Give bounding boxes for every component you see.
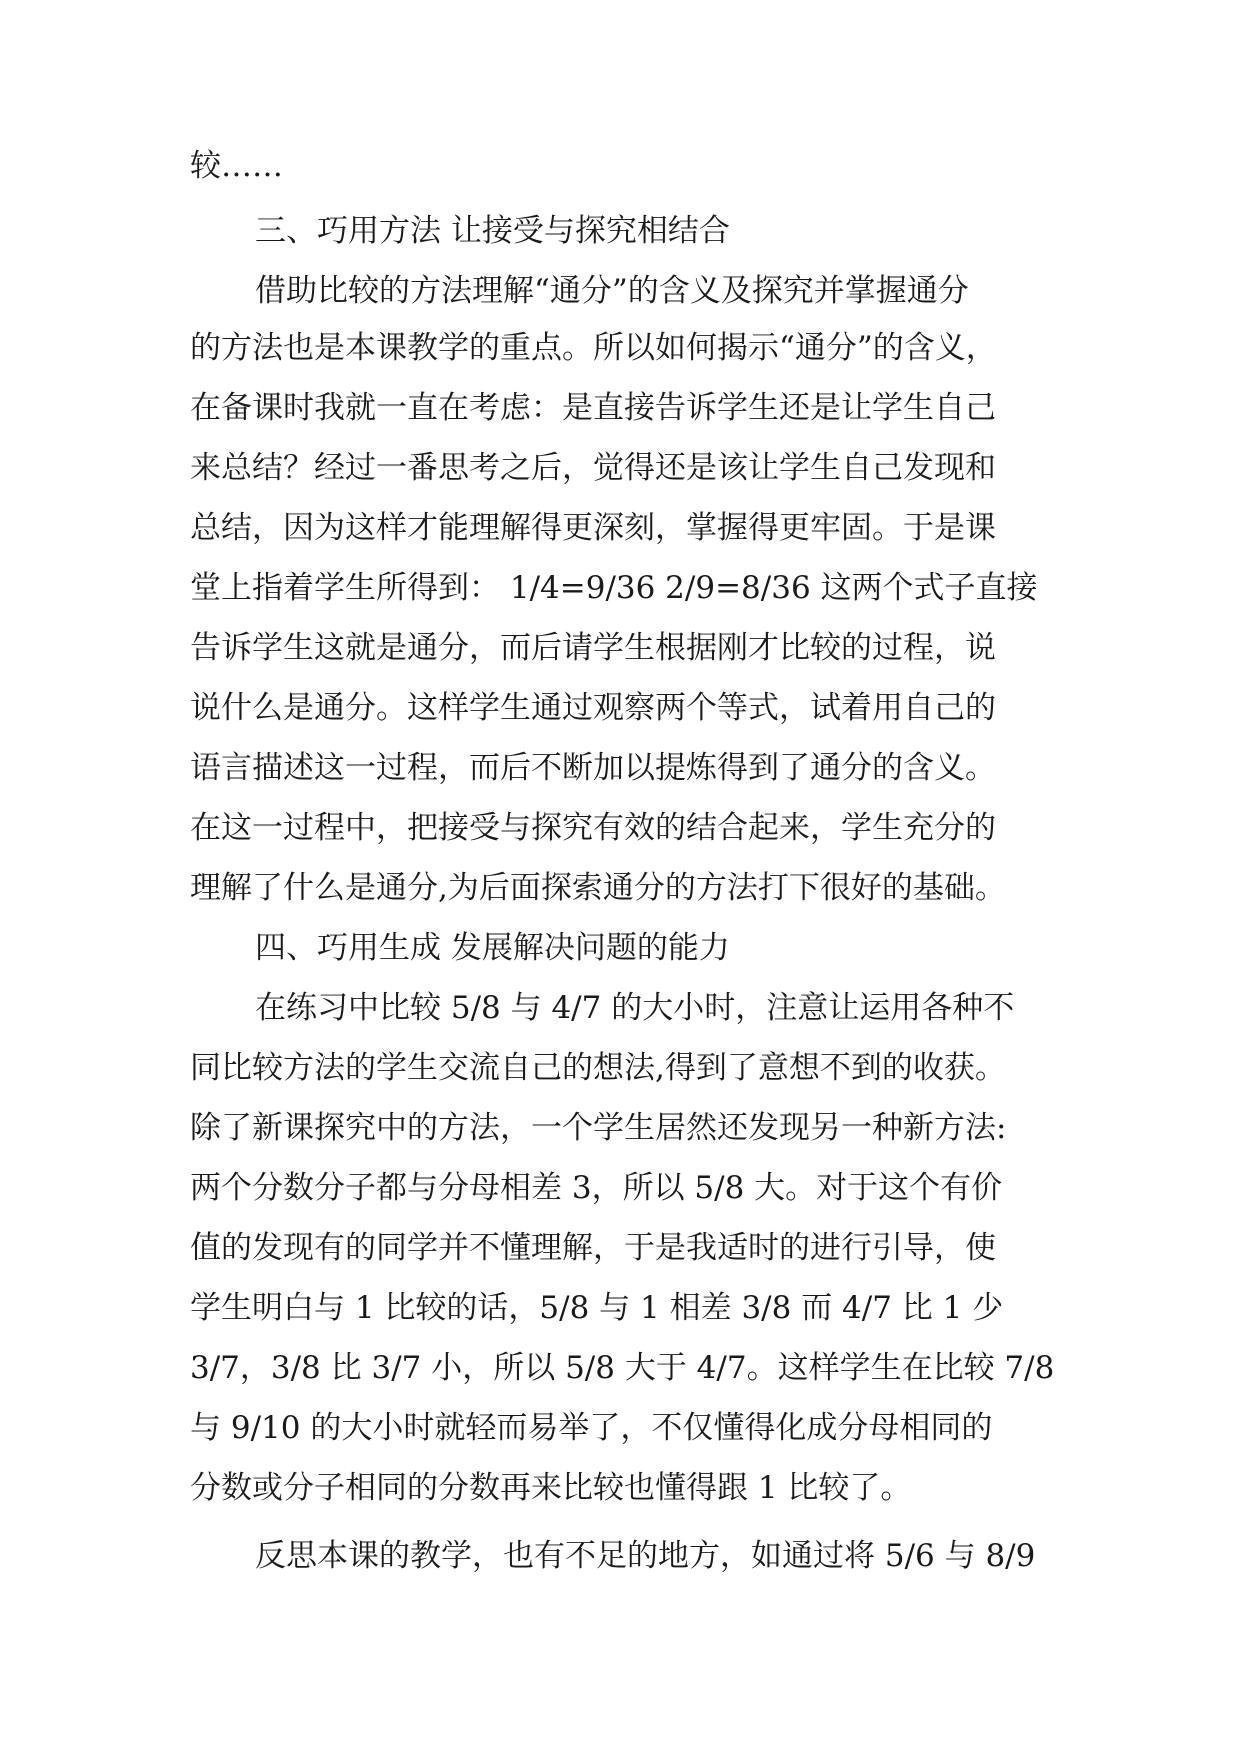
- text-line: 告诉学生这就是通分，而后请学生根据刚才比较的过程，说: [190, 630, 996, 666]
- text-line: 值的发现有的同学并不懂理解，于是我适时的进行引导，使: [190, 1230, 996, 1266]
- text-line: 在这一过程中，把接受与探究有效的结合起来，学生充分的: [190, 810, 996, 846]
- text-line: 借助比较的方法理解“通分”的含义及探究并掌握通分: [255, 273, 969, 309]
- text-line: 两个分数分子都与分母相差 3，所以 5/8 大。对于这个有价: [190, 1170, 1003, 1206]
- text-line: 同比较方法的学生交流自己的想法,得到了意想不到的收获。: [190, 1050, 1006, 1086]
- text-line: 反思本课的教学，也有不足的地方，如通过将 5/6 与 8/9: [255, 1538, 1036, 1574]
- text-line: 理解了什么是通分,为后面探索通分的方法打下很好的基础。: [190, 870, 1006, 906]
- text-line: 来总结？经过一番思考之后，觉得还是该让学生自己发现和: [190, 450, 996, 486]
- text-line: 学生明白与 1 比较的话，5/8 与 1 相差 3/8 而 4/7 比 1 少: [190, 1290, 1004, 1326]
- text-line: 较……: [190, 148, 283, 184]
- text-line: 说什么是通分。这样学生通过观察两个等式，试着用自己的: [190, 690, 996, 726]
- text-line: 分数或分子相同的分数再来比较也懂得跟 1 比较了。: [190, 1470, 912, 1506]
- section-heading: 四、巧用生成 发展解决问题的能力: [255, 930, 730, 966]
- text-line: 的方法也是本课教学的重点。所以如何揭示“通分”的含义，: [190, 330, 997, 366]
- text-line: 在备课时我就一直在考虑：是直接告诉学生还是让学生自己: [190, 390, 996, 426]
- text-line: 3/7，3/8 比 3/7 小，所以 5/8 大于 4/7。这样学生在比较 7/8: [190, 1350, 1055, 1386]
- text-line: 除了新课探究中的方法，一个学生居然还发现另一种新方法:: [190, 1110, 1007, 1146]
- text-line: 总结，因为这样才能理解得更深刻，掌握得更牢固。于是课: [190, 510, 996, 546]
- text-line: 语言描述这一过程，而后不断加以提炼得到了通分的含义。: [190, 750, 996, 786]
- text-line: 在练习中比较 5/8 与 4/7 的大小时，注意让运用各种不: [255, 990, 1015, 1026]
- text-line: 堂上指着学生所得到： 1/4=9/36 2/9=8/36 这两个式子直接: [190, 570, 1038, 606]
- text-line: 与 9/10 的大小时就轻而易举了，不仅懂得化成分母相同的: [190, 1410, 993, 1446]
- section-heading: 三、巧用方法 让接受与探究相结合: [255, 213, 730, 249]
